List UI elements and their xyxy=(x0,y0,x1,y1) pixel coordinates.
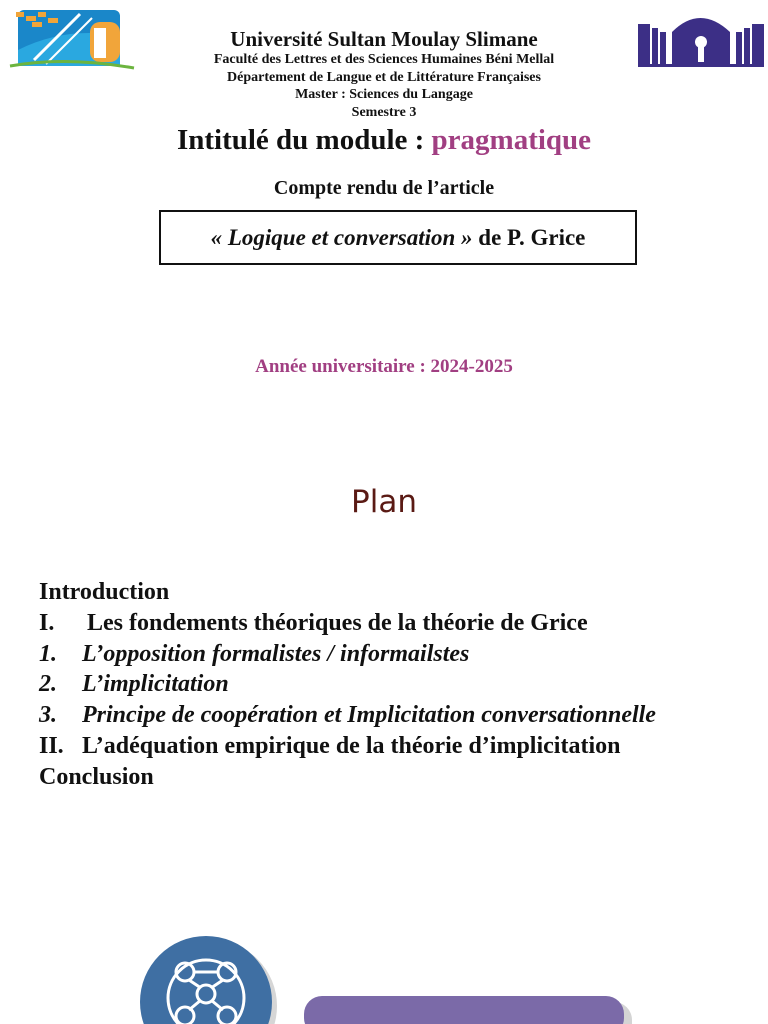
plan-title: Plan xyxy=(351,484,417,520)
outline-text: Principe de coopération et Implicitation conversationnelle xyxy=(82,702,656,729)
faculty-name: Faculté des Lettres et des Sciences Humaines Béni Mellal xyxy=(213,52,555,67)
outline-item-2 xyxy=(39,669,759,700)
academic-year: Année universitaire : 2024-2025 xyxy=(255,356,513,377)
master-program: Master : Sciences du Langage xyxy=(295,87,473,102)
outline-number: 2. xyxy=(39,671,57,698)
report-label: Compte rendu de l’article xyxy=(273,177,495,199)
outline-number: I. xyxy=(39,609,55,636)
semester-label: Semestre 3 xyxy=(351,105,417,120)
article-title: « Logique et conversation » xyxy=(210,224,473,250)
outline-text: Les fondements théoriques de la théorie de Grice xyxy=(87,609,588,636)
outline-text: L’implicitation xyxy=(82,671,229,698)
plan-outline xyxy=(39,577,759,793)
people-network-icon xyxy=(139,936,279,1024)
outline-text: L’opposition formalistes / informailstes xyxy=(82,640,470,667)
purple-banner xyxy=(304,996,632,1024)
department-name: Département de Langue et de Littérature Françaises xyxy=(227,70,541,85)
module-name: pragmatique xyxy=(431,124,592,156)
outline-item-part-1 xyxy=(39,608,759,639)
module-prefix: Intitulé du module : xyxy=(176,124,425,156)
outline-number: II. xyxy=(39,732,64,759)
university-name: Université Sultan Moulay Slimane xyxy=(230,27,538,51)
outline-text: Introduction xyxy=(39,579,170,605)
outline-item-1 xyxy=(39,639,759,670)
outline-text: L’adéquation empirique de la théorie d’implicitation xyxy=(82,732,621,759)
article-author: de P. Grice xyxy=(478,224,586,250)
outline-item-part-2 xyxy=(39,731,759,762)
article-title-box xyxy=(159,210,637,265)
outline-number: 3. xyxy=(39,702,57,729)
outline-item-introduction xyxy=(39,577,759,608)
outline-item-3 xyxy=(39,700,759,731)
outline-number: 1. xyxy=(39,640,57,667)
module-title xyxy=(0,124,768,157)
outline-text: Conclusion xyxy=(39,763,154,790)
outline-item-conclusion xyxy=(39,762,759,793)
